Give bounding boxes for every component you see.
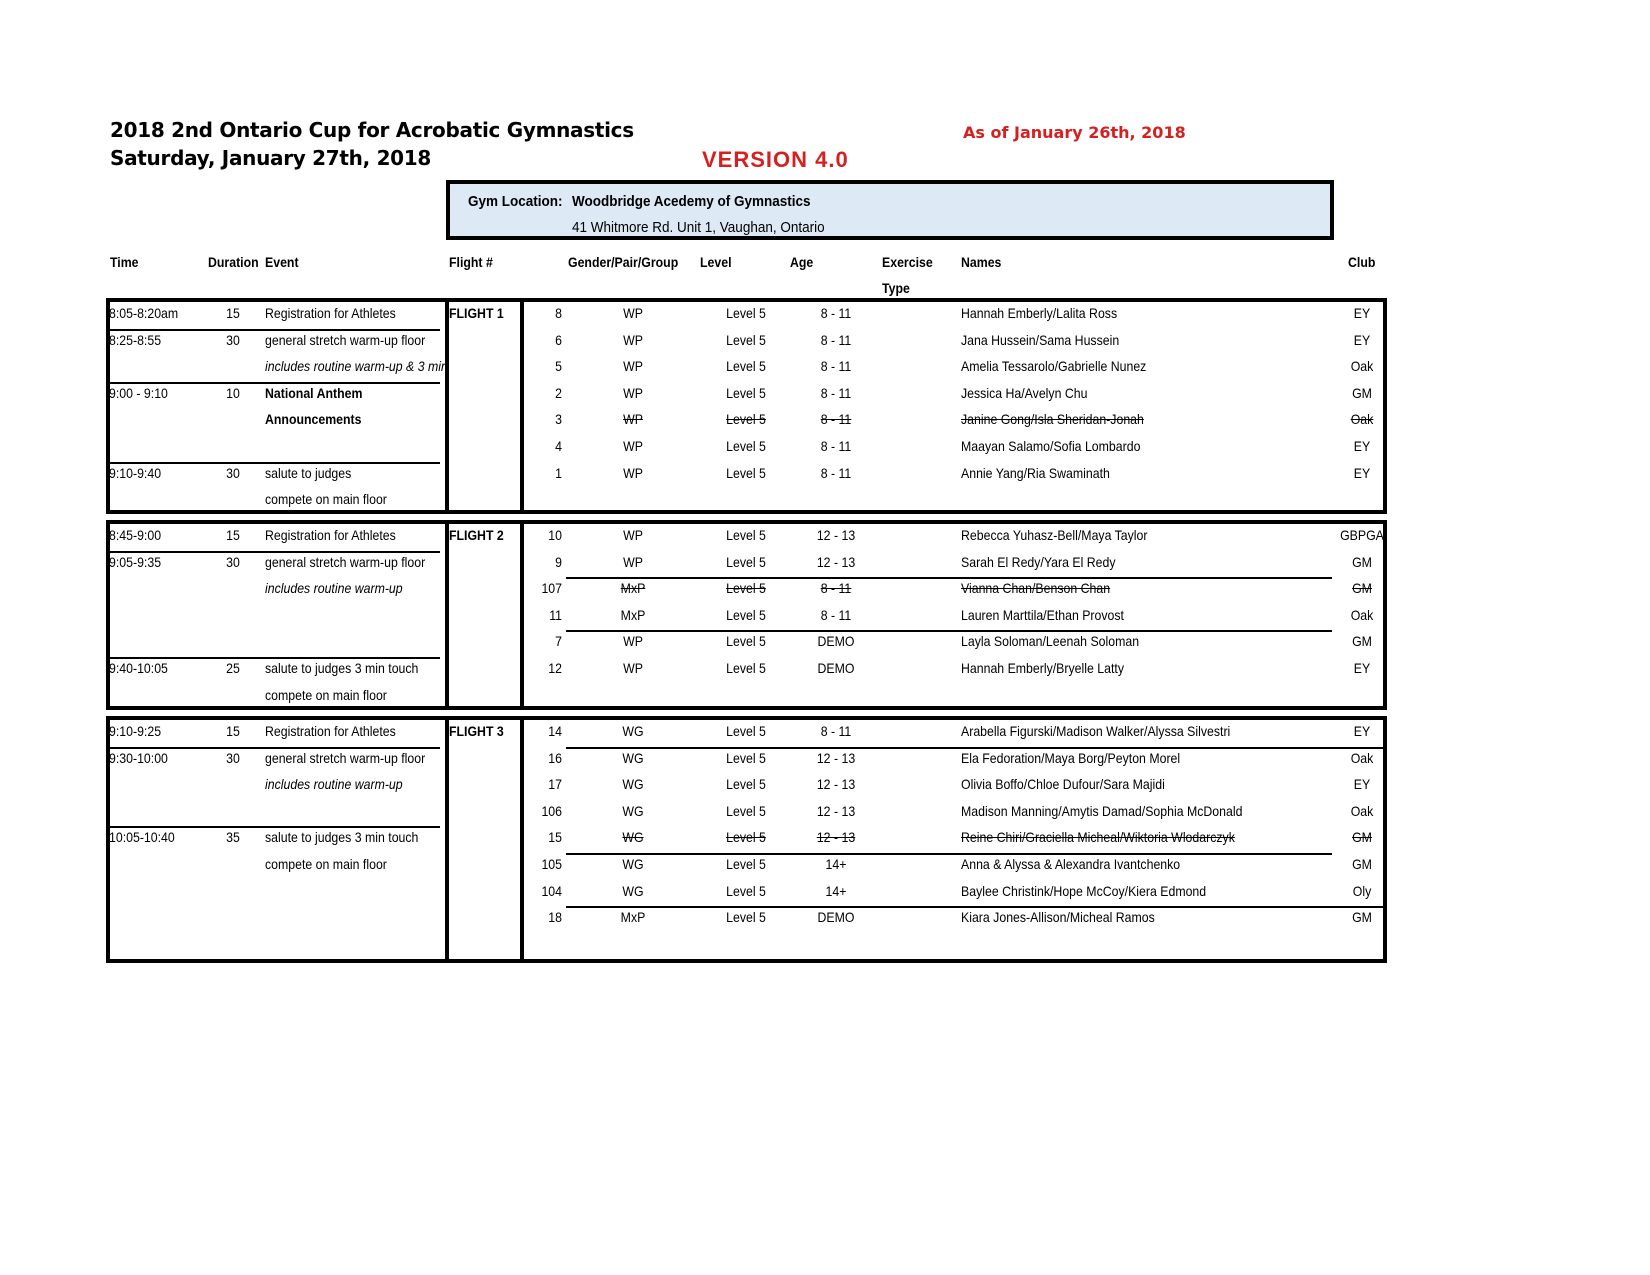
entry-category: WP: [623, 305, 643, 321]
entry-club: GM: [1352, 856, 1372, 872]
schedule-duration: 10: [226, 384, 240, 401]
entry-names: Arabella Figurski/Madison Walker/Alyssa Silvestri: [961, 723, 1231, 739]
document-date: Saturday, January 27th, 2018: [110, 146, 432, 170]
schedule-event: Registration for Athletes: [265, 305, 396, 321]
entry-names: Jessica Ha/Avelyn Chu: [961, 384, 1088, 401]
entry-club: GBPGA: [1340, 527, 1384, 543]
entry-names: Annie Yang/Ria Swaminath: [961, 464, 1110, 481]
entry-level: Level 5: [726, 438, 766, 454]
header-event: Event: [265, 254, 299, 270]
schedule-event: compete on main floor: [265, 491, 387, 508]
entry-club: EY: [1353, 464, 1371, 481]
entry-category: MxP: [620, 606, 646, 623]
entry-age: 8 - 11: [820, 305, 852, 321]
entry-club: EY: [1353, 776, 1371, 793]
gym-name: Woodbridge Acedemy of Gymnastics: [572, 193, 811, 210]
entry-divider: [566, 630, 1332, 632]
entry-number: 18: [548, 909, 562, 926]
schedule-duration: 30: [226, 331, 240, 348]
schedule-duration: 15: [226, 527, 240, 543]
schedule-event: includes routine warm-up: [265, 580, 403, 597]
schedule-time: 9:40-10:05: [109, 660, 168, 676]
document-title: 2018 2nd Ontario Cup for Acrobatic Gymnastics: [110, 118, 634, 142]
header-gender: Gender/Pair/Group: [568, 254, 679, 270]
entry-level: Level 5: [726, 527, 766, 543]
flight-border: [106, 520, 1387, 524]
entry-category: WG: [622, 829, 644, 846]
entry-level: Level 5: [726, 749, 766, 766]
schedule-event: Registration for Athletes: [265, 723, 396, 739]
entry-age: 8 - 11: [820, 438, 852, 454]
entry-age: 8 - 11: [820, 464, 852, 481]
entry-category: WG: [622, 856, 644, 872]
schedule-event: salute to judges 3 min touch: [265, 829, 419, 846]
entry-level: Level 5: [726, 909, 766, 926]
entry-category: MxP: [620, 580, 646, 597]
entry-age: 8 - 11: [820, 384, 852, 401]
entry-names: Rebecca Yuhasz-Bell/Maya Taylor: [961, 527, 1148, 543]
entry-age: 8 - 11: [820, 411, 852, 428]
schedule-event: compete on main floor: [265, 856, 387, 872]
entry-number: 104: [541, 882, 562, 899]
entry-category: WP: [623, 384, 643, 401]
entry-age: 14+: [825, 882, 847, 899]
entry-names: Madison Manning/Amytis Damad/Sophia McDonald: [961, 802, 1243, 819]
entry-names: Jana Hussein/Sama Hussein: [961, 331, 1120, 348]
entry-number: 4: [555, 438, 562, 454]
entry-club: GM: [1352, 553, 1372, 570]
entry-names: Kiara Jones-Allison/Micheal Ramos: [961, 909, 1155, 926]
entry-names: Lauren Marttila/Ethan Provost: [961, 606, 1124, 623]
entry-club: Oak: [1350, 411, 1374, 428]
entry-club: EY: [1353, 305, 1371, 321]
entry-level: Level 5: [726, 553, 766, 570]
entry-names: Ela Fedoration/Maya Borg/Peyton Morel: [961, 749, 1181, 766]
schedule-event: includes routine warm-up & 3 min: [265, 358, 448, 375]
schedule-time: 10:05-10:40: [109, 829, 175, 846]
entry-number: 106: [541, 802, 562, 819]
entry-category: WG: [622, 802, 644, 819]
schedule-event: National Anthem: [265, 384, 363, 401]
gym-location-box: [446, 180, 1334, 240]
entry-category: MxP: [620, 909, 646, 926]
column-separator: [445, 716, 449, 963]
flight-border: [106, 510, 1387, 514]
column-separator: [445, 520, 449, 710]
entry-level: Level 5: [726, 882, 766, 899]
entry-club: Oly: [1352, 882, 1372, 899]
entry-category: WP: [623, 331, 643, 348]
header-flight: Flight #: [449, 254, 493, 270]
schedule-time: 9:10-9:40: [109, 464, 162, 481]
entry-level: Level 5: [726, 856, 766, 872]
entry-category: WG: [622, 749, 644, 766]
column-separator: [520, 298, 524, 514]
column-separator: [520, 716, 524, 963]
entry-number: 9: [555, 553, 562, 570]
entry-club: GM: [1352, 909, 1372, 926]
column-separator: [520, 520, 524, 710]
entry-age: 8 - 11: [820, 723, 852, 739]
entry-age: 12 - 13: [816, 527, 856, 543]
entry-number: 10: [548, 527, 562, 543]
entry-names: Baylee Christink/Hope McCoy/Kiera Edmond: [961, 882, 1207, 899]
entry-divider: [566, 577, 1332, 579]
entry-names: Sarah El Redy/Yara El Redy: [961, 553, 1116, 570]
flight-border: [106, 298, 1387, 302]
entry-number: 6: [555, 331, 562, 348]
entry-number: 2: [555, 384, 562, 401]
entry-level: Level 5: [726, 305, 766, 321]
schedule-time: 9:10-9:25: [109, 723, 162, 739]
entry-age: 14+: [825, 856, 847, 872]
schedule-event: general stretch warm-up floor: [265, 553, 426, 570]
entry-level: Level 5: [726, 802, 766, 819]
entry-level: Level 5: [726, 660, 766, 676]
entry-category: WP: [623, 411, 643, 428]
entry-age: 12 - 13: [816, 829, 856, 846]
entry-names: Anna & Alyssa & Alexandra Ivantchenko: [961, 856, 1181, 872]
schedule-event: includes routine warm-up: [265, 776, 403, 793]
entry-number: 105: [541, 856, 562, 872]
entry-category: WP: [623, 660, 643, 676]
entry-level: Level 5: [726, 723, 766, 739]
entry-age: 8 - 11: [820, 580, 852, 597]
schedule-time: 8:45-9:00: [109, 527, 162, 543]
entry-level: Level 5: [726, 384, 766, 401]
entry-age: 8 - 11: [820, 331, 852, 348]
entry-number: 17: [548, 776, 562, 793]
schedule-duration: 30: [226, 749, 240, 766]
entry-club: EY: [1353, 438, 1371, 454]
entry-age: 12 - 13: [816, 749, 856, 766]
header-age: Age: [790, 254, 814, 270]
schedule-duration: 35: [226, 829, 240, 846]
entry-names: Hannah Emberly/Bryelle Latty: [961, 660, 1124, 676]
entry-club: GM: [1352, 580, 1372, 597]
entry-age: 12 - 13: [816, 802, 856, 819]
entry-names: Olivia Boffo/Chloe Dufour/Sara Majidi: [961, 776, 1165, 793]
schedule-time: 9:05-9:35: [109, 553, 162, 570]
entry-names: Vianna Chan/Benson Chan: [961, 580, 1111, 597]
entry-number: 15: [548, 829, 562, 846]
entry-age: 8 - 11: [820, 606, 852, 623]
column-separator: [445, 298, 449, 514]
schedule-time: 8:05-8:20am: [109, 305, 179, 321]
entry-level: Level 5: [726, 633, 766, 650]
entry-level: Level 5: [726, 580, 766, 597]
entry-age: 12 - 13: [816, 553, 856, 570]
schedule-event: Announcements: [265, 411, 362, 428]
flight-border: [106, 520, 110, 710]
flight-border: [106, 716, 1387, 720]
flight-label: FLIGHT 3: [449, 723, 504, 739]
entry-names: Amelia Tessarolo/Gabrielle Nunez: [961, 358, 1147, 375]
version-label: VERSION 4.0: [702, 147, 849, 172]
schedule-event: compete on main floor: [265, 686, 387, 703]
entry-level: Level 5: [726, 464, 766, 481]
entry-age: 8 - 11: [820, 358, 852, 375]
entry-number: 11: [549, 606, 562, 623]
entry-number: 16: [548, 749, 562, 766]
schedule-event: salute to judges 3 min touch: [265, 660, 419, 676]
entry-category: WP: [623, 633, 643, 650]
entry-club: GM: [1352, 829, 1372, 846]
entry-category: WG: [622, 776, 644, 793]
entry-level: Level 5: [726, 411, 766, 428]
entry-club: Oak: [1350, 358, 1374, 375]
schedule-duration: 30: [226, 553, 240, 570]
entry-level: Level 5: [726, 829, 766, 846]
flight-label: FLIGHT 2: [449, 527, 504, 543]
entry-category: WP: [623, 358, 643, 375]
schedule-event: general stretch warm-up floor: [265, 331, 426, 348]
schedule-event: Registration for Athletes: [265, 527, 396, 543]
header-club: Club: [1348, 254, 1376, 270]
entry-number: 14: [548, 723, 562, 739]
schedule-event: salute to judges: [265, 464, 352, 481]
flight-label: FLIGHT 1: [449, 305, 504, 321]
entry-category: WG: [622, 723, 644, 739]
entry-age: DEMO: [817, 633, 855, 650]
entry-names: Janine Gong/Isla Sheridan-Jonah: [961, 411, 1144, 428]
header-duration: Duration: [208, 254, 259, 270]
entry-category: WP: [623, 438, 643, 454]
header-names: Names: [961, 254, 1002, 270]
flight-border: [106, 706, 1387, 710]
schedule-event: general stretch warm-up floor: [265, 749, 426, 766]
as-of-date: As of January 26th, 2018: [963, 123, 1186, 142]
header-time: Time: [110, 254, 139, 270]
entry-number: 107: [541, 580, 562, 597]
entry-age: 12 - 13: [816, 776, 856, 793]
entry-category: WG: [622, 882, 644, 899]
entry-club: Oak: [1350, 749, 1374, 766]
entry-level: Level 5: [726, 606, 766, 623]
header-exercise-type: Type: [882, 280, 910, 296]
schedule-time: 9:30-10:00: [109, 749, 168, 766]
entry-club: GM: [1352, 633, 1372, 650]
entry-number: 1: [555, 464, 562, 481]
entry-club: EY: [1353, 723, 1371, 739]
entry-club: EY: [1353, 331, 1371, 348]
gym-location-label: Gym Location:: [468, 193, 563, 210]
schedule-duration: 30: [226, 464, 240, 481]
entry-age: DEMO: [817, 909, 855, 926]
entry-names: Maayan Salamo/Sofia Lombardo: [961, 438, 1141, 454]
entry-club: Oak: [1350, 802, 1374, 819]
entry-club: Oak: [1350, 606, 1374, 623]
schedule-duration: 25: [226, 660, 240, 676]
entry-level: Level 5: [726, 331, 766, 348]
entry-age: DEMO: [817, 660, 855, 676]
entry-number: 12: [548, 660, 562, 676]
entry-divider: [566, 853, 1332, 855]
entry-club: EY: [1353, 660, 1371, 676]
entry-names: Hannah Emberly/Lalita Ross: [961, 305, 1118, 321]
entry-level: Level 5: [726, 358, 766, 375]
entry-level: Level 5: [726, 776, 766, 793]
entry-number: 8: [555, 305, 562, 321]
entry-number: 5: [555, 358, 562, 375]
entry-club: GM: [1352, 384, 1372, 401]
entry-number: 3: [555, 411, 562, 428]
entry-category: WP: [623, 527, 643, 543]
schedule-duration: 15: [226, 305, 240, 321]
entry-category: WP: [623, 553, 643, 570]
entry-names: Reine Chiri/Graciella Micheal/Wiktoria Wlodarczyk: [961, 829, 1235, 846]
entry-category: WP: [623, 464, 643, 481]
header-exercise: Exercise: [882, 254, 933, 270]
schedule-time: 8:25-8:55: [109, 331, 162, 348]
schedule-duration: 15: [226, 723, 240, 739]
entry-number: 7: [555, 633, 562, 650]
schedule-time: 9:00 - 9:10: [109, 384, 168, 401]
header-level: Level: [700, 254, 732, 270]
gym-address: 41 Whitmore Rd. Unit 1, Vaughan, Ontario: [572, 219, 825, 236]
flight-border: [106, 959, 1387, 963]
entry-names: Layla Soloman/Leenah Soloman: [961, 633, 1140, 650]
